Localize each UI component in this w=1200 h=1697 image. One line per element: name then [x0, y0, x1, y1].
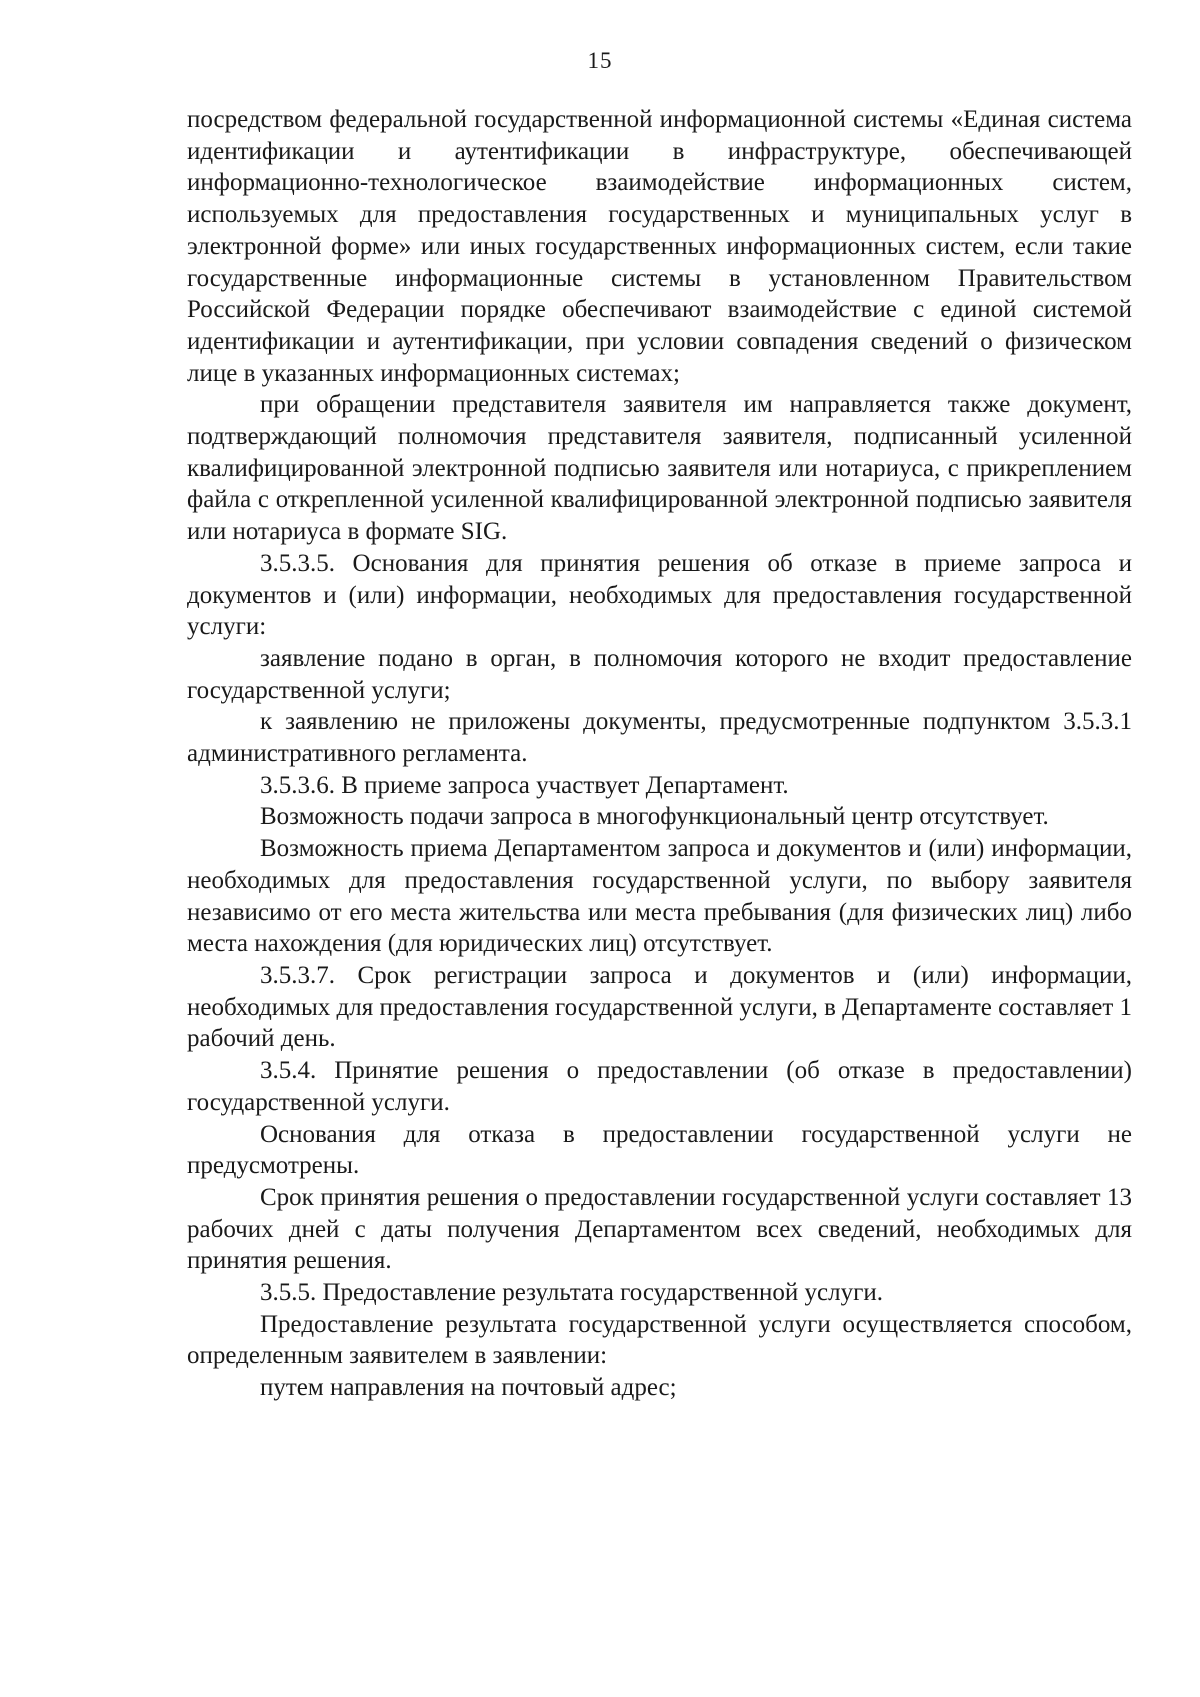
- paragraph-3-5-5: 3.5.5. Предоставление результата государственной услуги.: [260, 1279, 883, 1307]
- paragraph-result-delivery: Предоставление результата государственной услуги осуществляется способом, определенным заявителем в заявлении:: [187, 1310, 1132, 1370]
- paragraph-postal-address: путем направления на почтовый адрес;: [260, 1374, 677, 1402]
- paragraph-3-5-3-7: 3.5.3.7. Срок регистрации запроса и документов и (или) информации, необходимых для предоставления государственной услуги, в Департаменте составляет 1 рабочий день.: [187, 961, 1132, 1053]
- paragraph-mfc-absent: Возможность подачи запроса в многофункциональный центр отсутствует.: [260, 803, 1049, 831]
- paragraph-missing-documents: к заявлению не приложены документы, предусмотренные подпунктом 3.5.3.1 административного регламента.: [187, 708, 1132, 768]
- paragraph-wrong-authority: заявление подано в орган, в полномочия которого не входит предоставление государственной услуги;: [187, 644, 1132, 704]
- paragraph-3-5-4: 3.5.4. Принятие решения о предоставлении (об отказе в предоставлении) государственной услуги.: [187, 1057, 1132, 1116]
- paragraph-decision-term: Срок принятия решения о предоставлении государственной услуги составляет 13 рабочих дней с даты получения Департаментом всех сведений, необходимых для принятия решения.: [187, 1183, 1132, 1275]
- paragraph-extraterritorial-absent: Возможность приема Департаментом запроса и документов и (или) информации, необходимых для предоставления государственной услуги, по выбору заявителя независимо от его места жительства или места пребывания (для физических лиц) либо места нахождения (для юридических лиц) отсутствует.: [187, 835, 1132, 958]
- paragraph-no-refusal-grounds: Основания для отказа в предоставлении государственной услуги не предусмотрены.: [187, 1120, 1132, 1180]
- paragraph-3-5-3-5: 3.5.3.5. Основания для принятия решения об отказе в приеме запроса и документов и (или) информации, необходимых для предоставления государственной услуги:: [187, 549, 1132, 641]
- paragraph-continuation-esia: посредством федеральной государственной информационной системы «Единая система идентификации и аутентификации в инфраструктуре, обеспечивающей информационно-технологическое взаимодействие информационных систем, используемых для предоставления государственных и муниципальных услуг в электронной форме» или иных государственных информационных систем, если такие государственные информационные системы в установленном Правительством Российской Федерации порядке обеспечивают взаимодействие с единой системой идентификации и аутентификации, при условии совпадения сведений о физическом лице в указанных информационных системах;: [187, 106, 1132, 387]
- page-number: 15: [587, 48, 613, 73]
- document-body: [187, 104, 1132, 1404]
- paragraph-3-5-3-6: 3.5.3.6. В приеме запроса участвует Департамент.: [260, 771, 789, 799]
- paragraph-representative: при обращении представителя заявителя им направляется также документ, подтверждающий полномочия представителя заявителя, подписанный усиленной квалифицированной электронной подписью заявителя или нотариуса, с прикреплением файла с открепленной усиленной квалифицированной электронной подписью заявителя или нотариуса в формате SIG.: [187, 391, 1132, 546]
